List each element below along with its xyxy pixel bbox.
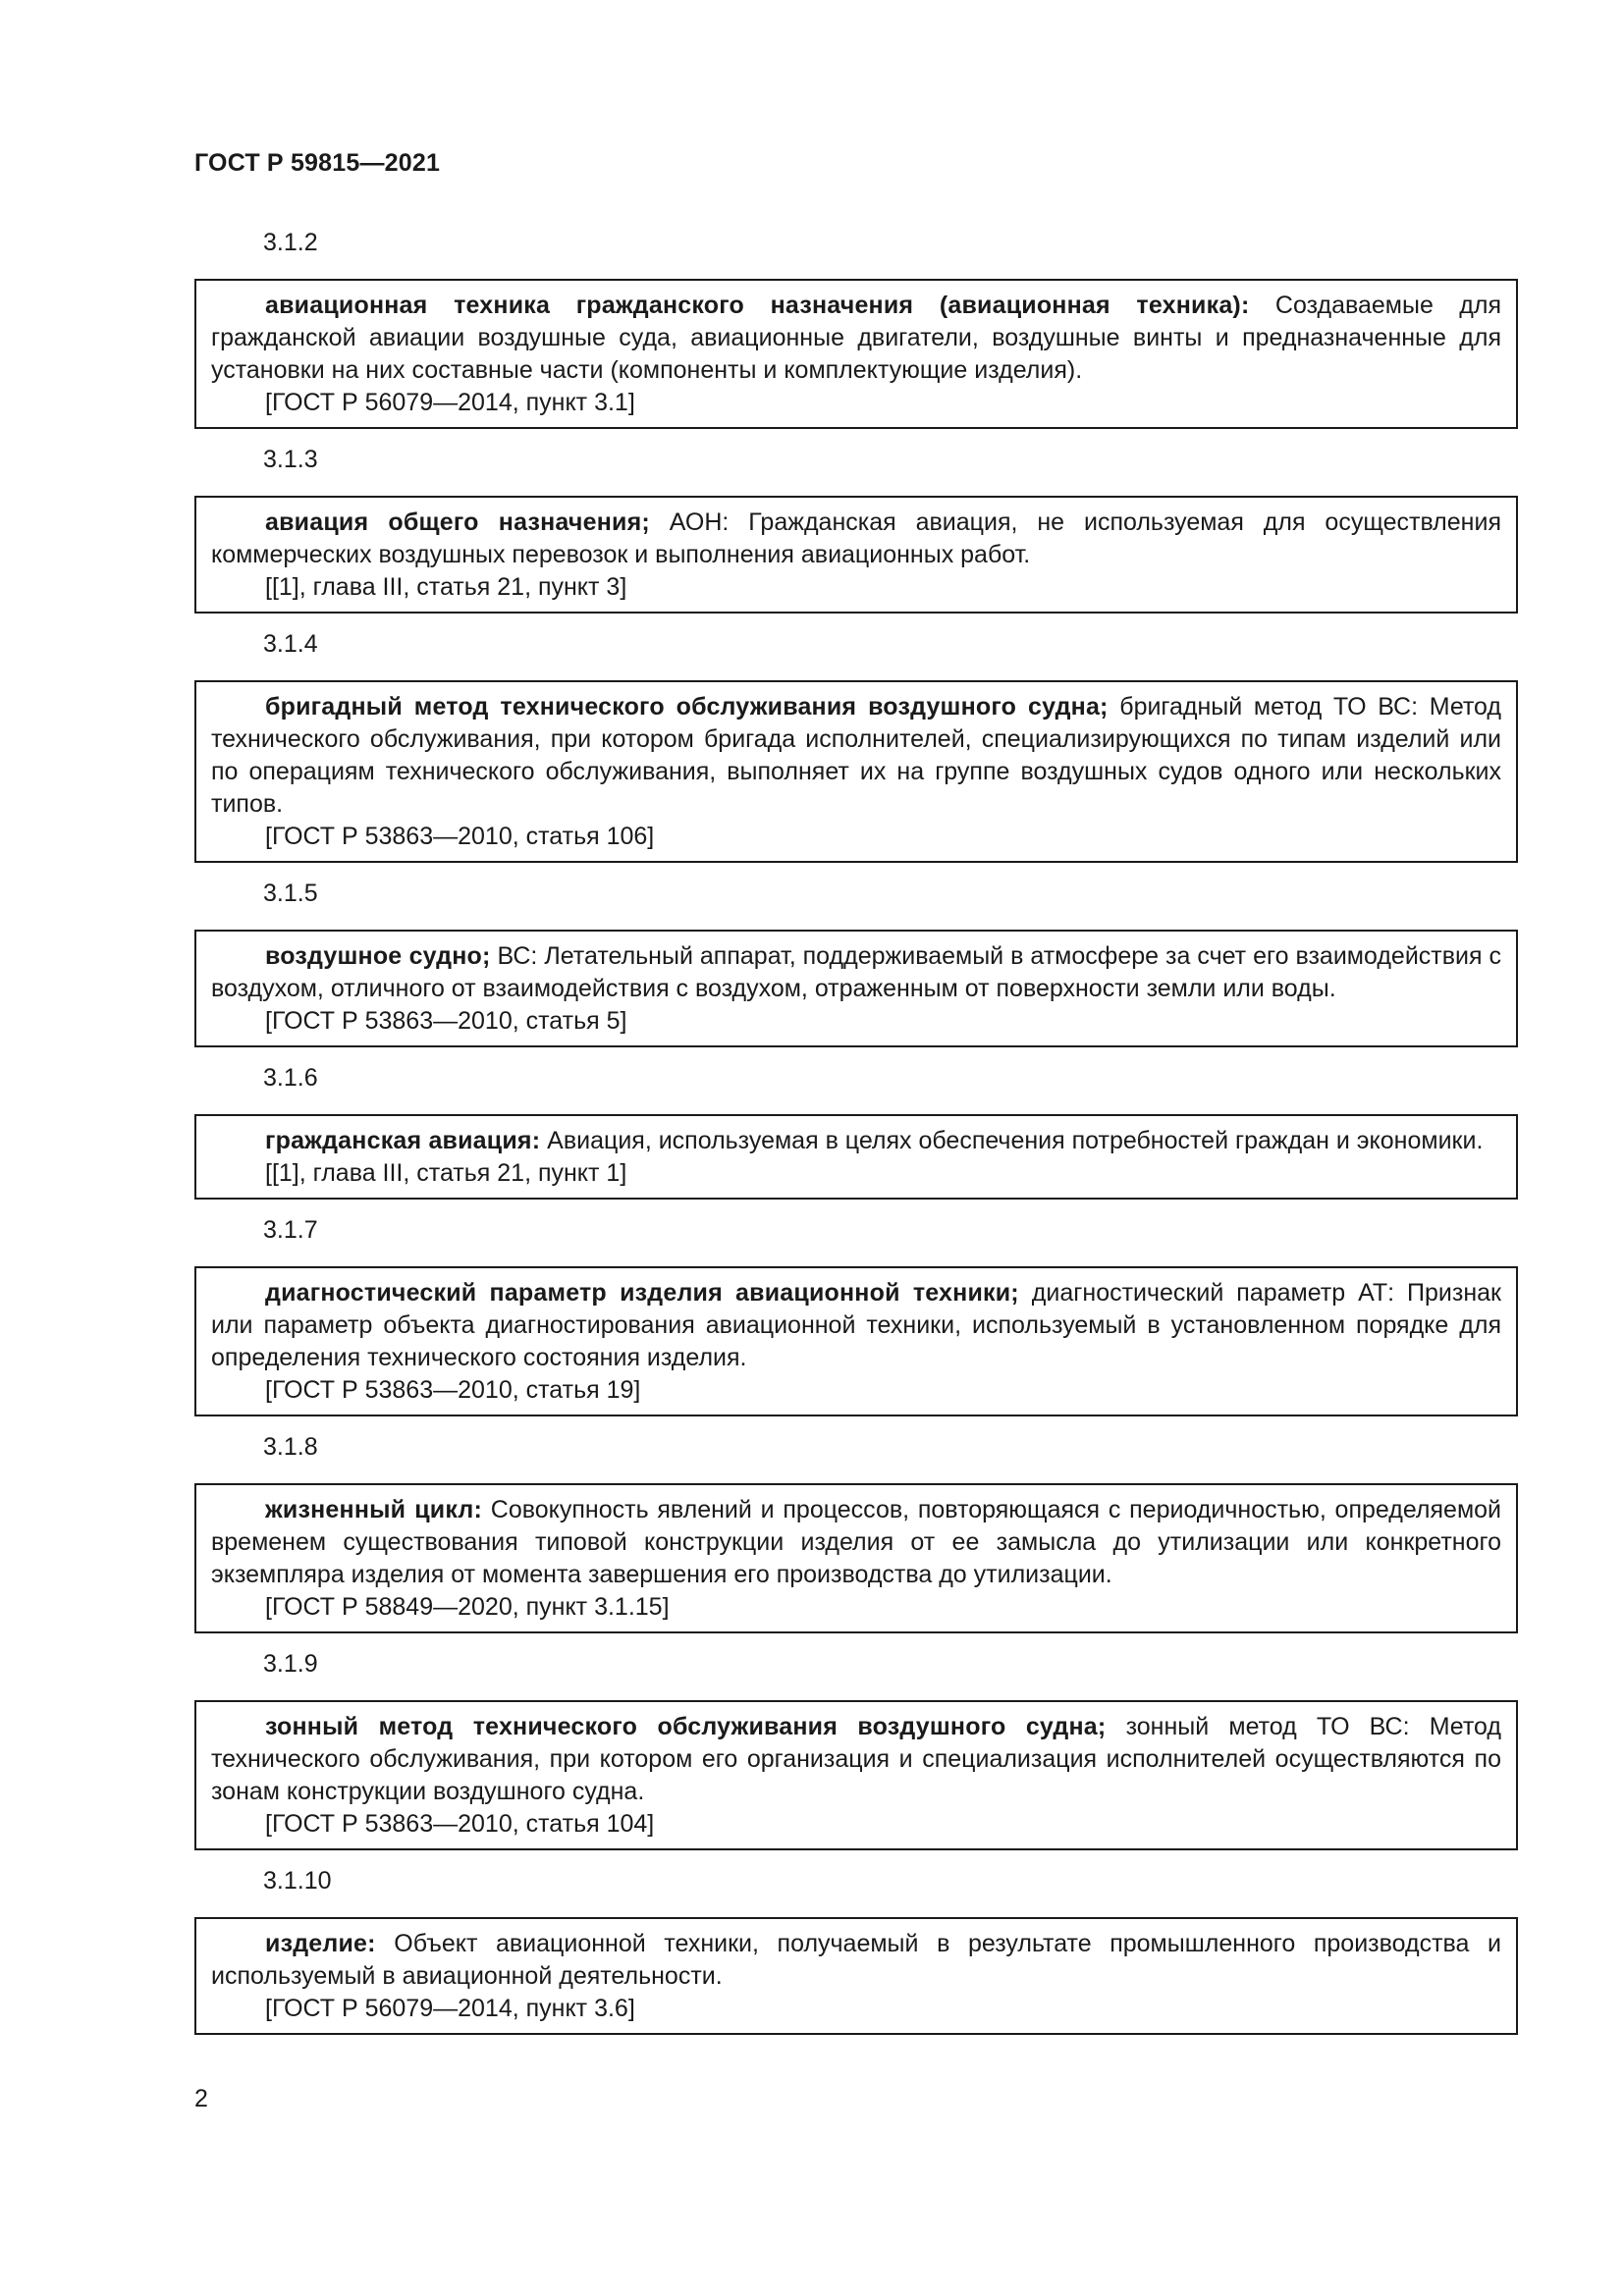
term-source: [ГОСТ Р 53863—2010, статья 106] bbox=[265, 823, 655, 850]
term-definition bbox=[211, 290, 1501, 387]
term-definition-text: Совокупность явлений и процессов, повторяющаяся с периодичностью, определяемой временем существования типовой конструкции изделия от ее замысла до утилизации или конкретного экземпляра изделия от момента завершения его производства до утилизации. bbox=[211, 1496, 1502, 1588]
term-source: [ГОСТ Р 53863—2010, статья 104] bbox=[265, 1810, 655, 1838]
entry-number: 3.1.6 bbox=[263, 1064, 318, 1092]
page-number: 2 bbox=[194, 2085, 208, 2112]
term-definition bbox=[211, 1494, 1501, 1591]
term-box bbox=[194, 1917, 1518, 2035]
term-definition-text: Создаваемые для гражданской авиации воздушные суда, авиационные двигатели, воздушные винты и предназначенные для установки на них составные части (компоненты и комплектующие изделия). bbox=[211, 292, 1501, 384]
term-definition bbox=[211, 1277, 1501, 1374]
term-definition-text: бригадный метод ТО ВС: Метод технического обслуживания, при котором бригада исполнителей, специализирующихся по типам изделий или по операциям технического обслуживания, выполняет их на группе воздушных судов одного или нескольких типов. bbox=[211, 693, 1501, 818]
term-definition-text: Авиация, используемая в целях обеспечения потребностей граждан и экономики. bbox=[540, 1127, 1484, 1154]
entry-number: 3.1.3 bbox=[263, 446, 318, 473]
term-entry bbox=[194, 445, 1518, 614]
term-box bbox=[194, 496, 1518, 614]
term-definition bbox=[211, 1711, 1501, 1808]
term-name: жизненный цикл: bbox=[265, 1496, 482, 1523]
term-definition-text: ВС: Летательный аппарат, поддерживаемый в атмосфере за счет его взаимодействия с воздухом, отличного от взаимодействия с воздухом, отраженным от поверхности земли или воды. bbox=[211, 942, 1501, 1002]
term-source: [[1], глава III, статья 21, пункт 1] bbox=[265, 1159, 627, 1187]
term-entry bbox=[194, 1866, 1518, 2035]
entry-number: 3.1.8 bbox=[263, 1433, 318, 1461]
term-definition-text: зонный метод ТО ВС: Метод технического обслуживания, при котором его организация и специализация исполнителей осуществляются по зонам конструкции воздушного судна. bbox=[211, 1713, 1501, 1805]
entry-number: 3.1.5 bbox=[263, 880, 318, 907]
term-name: изделие: bbox=[265, 1930, 376, 1957]
term-source: [ГОСТ Р 56079—2014, пункт 3.6] bbox=[265, 1995, 635, 2022]
term-name: гражданская авиация: bbox=[265, 1127, 541, 1154]
term-name: авиационная техника гражданского назначения (авиационная техника): bbox=[265, 292, 1250, 319]
entry-number: 3.1.9 bbox=[263, 1650, 318, 1678]
term-definition-text: диагностический параметр АТ: Признак или параметр объекта диагностирования авиационной техники, используемый в установленном порядке для определения технического состояния изделия. bbox=[211, 1279, 1501, 1371]
term-name: диагностический параметр изделия авиационной техники; bbox=[265, 1279, 1019, 1307]
term-name: бригадный метод технического обслуживания воздушного судна; bbox=[265, 693, 1109, 721]
term-definition bbox=[211, 691, 1501, 821]
term-box bbox=[194, 930, 1518, 1047]
term-name: воздушное судно; bbox=[265, 942, 491, 970]
term-entry bbox=[194, 1215, 1518, 1416]
term-name: авиация общего назначения; bbox=[265, 508, 650, 536]
term-definition bbox=[211, 1928, 1501, 1993]
term-box bbox=[194, 1700, 1518, 1850]
term-entry bbox=[194, 1649, 1518, 1850]
term-definition bbox=[211, 940, 1501, 1005]
term-source: [ГОСТ Р 58849—2020, пункт 3.1.15] bbox=[265, 1593, 670, 1621]
term-entry bbox=[194, 1063, 1518, 1200]
term-box bbox=[194, 680, 1518, 863]
term-entry bbox=[194, 629, 1518, 863]
term-source: [ГОСТ Р 56079—2014, пункт 3.1] bbox=[265, 389, 635, 416]
term-box bbox=[194, 1266, 1518, 1416]
term-entry bbox=[194, 879, 1518, 1047]
term-definition-text: АОН: Гражданская авиация, не используемая для осуществления коммерческих воздушных перевозок и выполнения авиационных работ. bbox=[211, 508, 1501, 568]
entry-number: 3.1.7 bbox=[263, 1216, 318, 1244]
document-header: ГОСТ Р 59815—2021 bbox=[194, 149, 441, 177]
term-box bbox=[194, 279, 1518, 429]
term-definition bbox=[211, 507, 1501, 571]
term-source: [ГОСТ Р 53863—2010, статья 5] bbox=[265, 1007, 627, 1035]
term-source: [ГОСТ Р 53863—2010, статья 19] bbox=[265, 1376, 641, 1404]
entry-number: 3.1.4 bbox=[263, 630, 318, 658]
term-definition-text: Объект авиационной техники, получаемый в результате промышленного производства и используемый в авиационной деятельности. bbox=[211, 1930, 1501, 1990]
terms-section bbox=[194, 228, 1518, 2051]
term-box bbox=[194, 1114, 1518, 1200]
entry-number: 3.1.10 bbox=[263, 1867, 332, 1895]
term-box bbox=[194, 1483, 1518, 1633]
term-source: [[1], глава III, статья 21, пункт 3] bbox=[265, 573, 627, 601]
term-entry bbox=[194, 1432, 1518, 1633]
term-name: зонный метод технического обслуживания воздушного судна; bbox=[265, 1713, 1107, 1740]
entry-number: 3.1.2 bbox=[263, 229, 318, 256]
term-definition bbox=[211, 1125, 1501, 1157]
term-entry bbox=[194, 228, 1518, 429]
